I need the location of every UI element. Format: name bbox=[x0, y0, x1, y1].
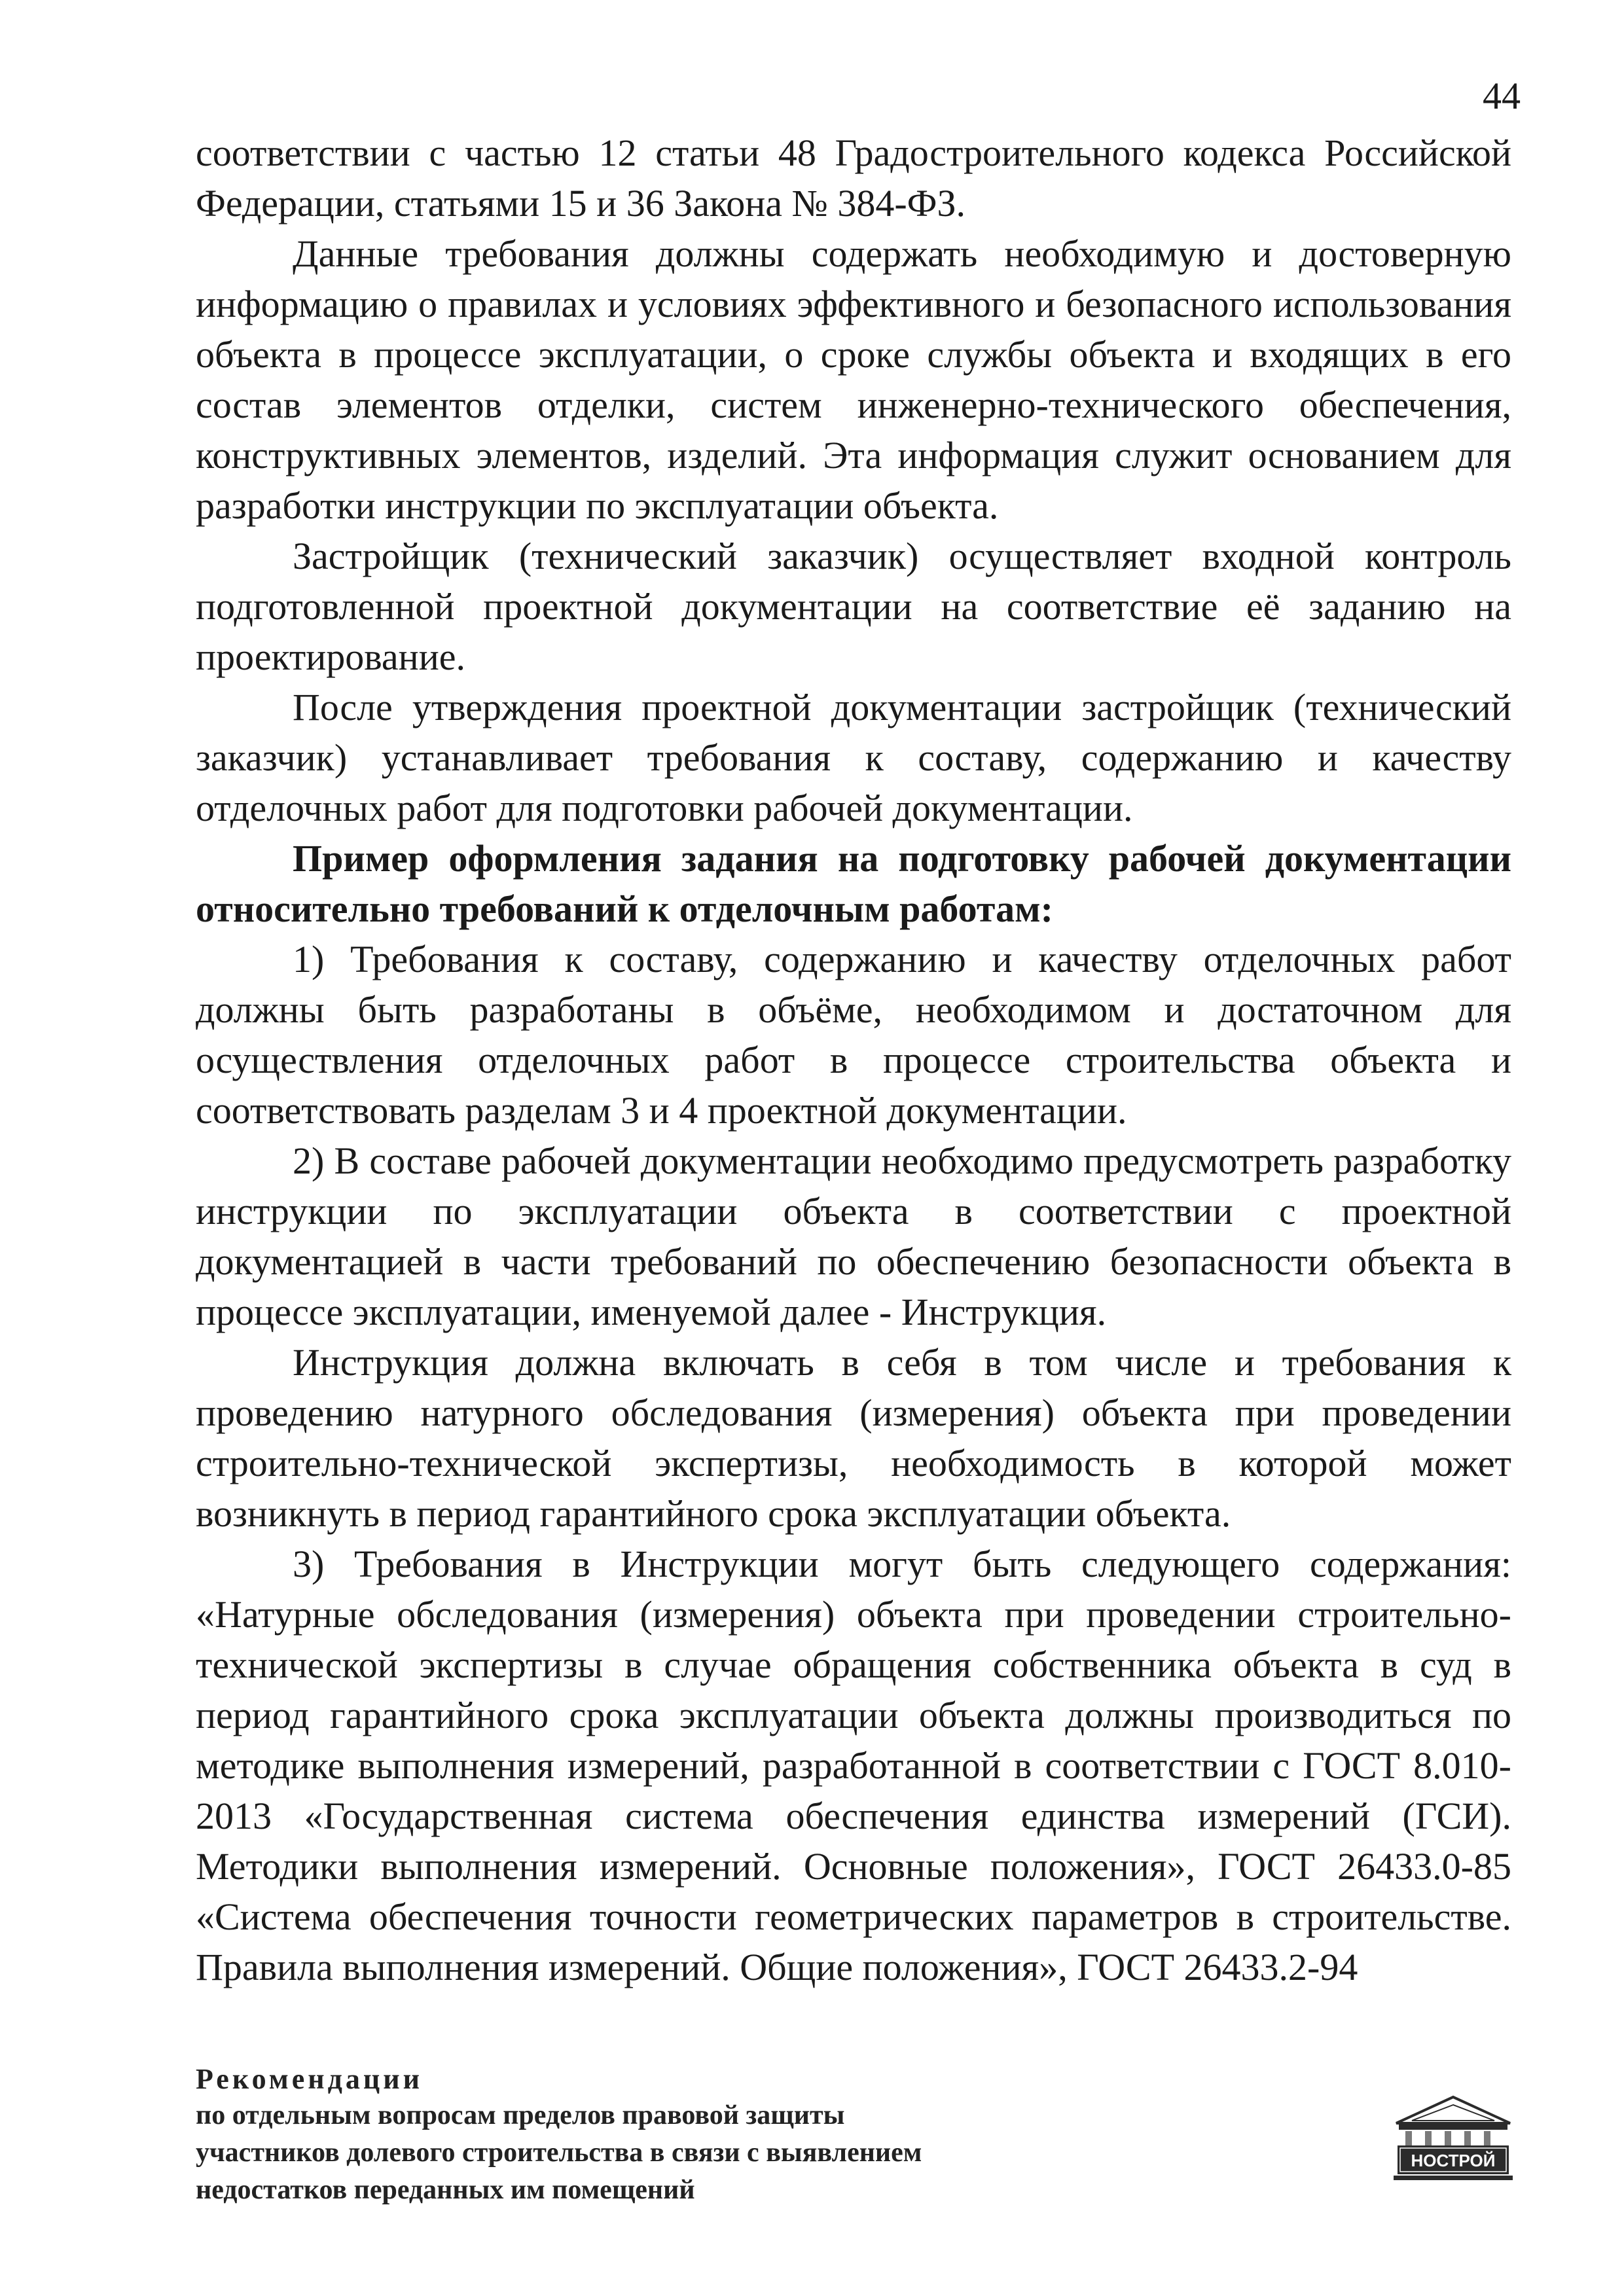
footer bbox=[196, 2062, 1178, 2209]
footer-line: недостатков переданных им помещений bbox=[196, 2175, 695, 2205]
paragraph: Застройщик (технический заказчик) осуществляет входной контроль подготовленной проектной документации на соответствие её заданию на проектирование. bbox=[196, 535, 1511, 678]
list-item-2: 2) В составе рабочей документации необходимо предусмотреть разработку инструкции по эксплуатации объекта в соответствии с проектной документацией в части требований по обеспечению безопасности объекта в процессе эксплуатации, именуемой далее - Инструкция. bbox=[196, 1139, 1511, 1333]
paragraph: После утверждения проектной документации застройщик (технический заказчик) устанавливает требования к составу, содержанию и качеству отделочных работ для подготовки рабочей документации. bbox=[196, 686, 1511, 829]
list-item-1: 1) Требования к составу, содержанию и качеству отделочных работ должны быть разработаны в объёме, необходимом и достаточном для осуществления отделочных работ в процессе строительства объекта и соответствовать разделам 3 и 4 проектной документации. bbox=[196, 938, 1511, 1132]
list-item-3: 3) Требования в Инструкции могут быть следующего содержания: «Натурные обследования (измерения) объекта при проведении строительно-технической экспертизы в случае обращения собственника объекта в суд в период гарантийного срока эксплуатации объекта должны производиться по методике выполнения измерений, разработанной в соответствии с ГОСТ 8.010-2013 «Государственная система обеспечения единства измерений (ГСИ). Методики выполнения измерений. Основные положения», ГОСТ 26433.0-85 «Система обеспечения точности геометрических параметров в строительстве. Правила выполнения измерений. Общие положения», ГОСТ 26433.2-94 bbox=[196, 1543, 1511, 1988]
paragraph-continuation: соответствии с частью 12 статьи 48 Градостроительного кодекса Российской Федерации, статьями 15 и 36 Закона № 384-ФЗ. bbox=[196, 132, 1511, 224]
page-number: 44 bbox=[1483, 75, 1521, 117]
example-heading: Пример оформления задания на подготовку рабочей документации относительно требований к отделочным работам: bbox=[196, 837, 1511, 930]
footer-line: по отдельным вопросам пределов правовой защиты bbox=[196, 2100, 845, 2130]
paragraph: Инструкция должна включать в себя в том числе и требования к проведению натурного обследования (измерения) объекта при проведении строительно-технической экспертизы, необходимость в которой может возникнуть в период гарантийного срока эксплуатации объекта. bbox=[196, 1341, 1511, 1535]
paragraph: Данные требования должны содержать необходимую и достоверную информацию о правилах и условиях эффективного и безопасного использования объекта в процессе эксплуатации, о сроке службы объекта и входящих в его состав элементов отделки, систем инженерно-технического обеспечения, конструктивных элементов, изделий. Эта информация служит основанием для разработки инструкции по эксплуатации объекта. bbox=[196, 232, 1511, 527]
nostroy-logo-icon bbox=[1391, 2094, 1515, 2183]
logo-text: НОСТРОЙ bbox=[1411, 2151, 1496, 2170]
footer-line: участников долевого строительства в связи с выявлением bbox=[196, 2138, 922, 2168]
footer-title: Рекомендации bbox=[196, 2063, 423, 2095]
document-body bbox=[196, 128, 1511, 1992]
